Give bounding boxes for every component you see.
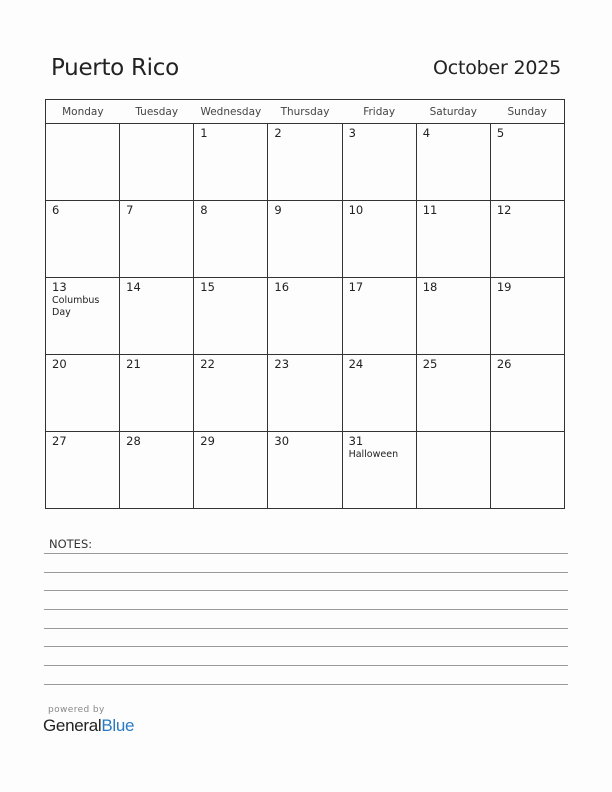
country-title: Puerto Rico [51,55,179,81]
day-number: 3 [348,126,356,140]
day-cell [268,432,342,509]
day-cell [268,355,342,432]
month-year-title: October 2025 [432,57,561,79]
day-cell [416,201,490,278]
day-number: 15 [200,280,215,294]
weekday-header: Monday [46,100,120,124]
weekday-header: Thursday [268,100,342,124]
notes-line [44,684,568,685]
day-number: 12 [496,203,512,217]
day-number: 4 [422,126,431,140]
day-number: 26 [496,357,512,371]
day-number: 16 [274,280,290,294]
weekday-header: Tuesday [120,100,194,124]
notes-line [44,609,568,610]
day-cell [268,278,342,355]
notes-label: NOTES: [49,537,93,551]
day-cell [120,201,194,278]
day-cell [46,278,120,355]
day-cell [194,124,268,201]
day-cell [120,355,194,432]
day-cell [342,355,416,432]
day-cell [268,201,342,278]
week-row [46,432,565,509]
day-number: 5 [496,126,505,140]
day-cell [46,355,120,432]
day-cell [194,278,268,355]
notes-line [44,665,568,666]
notes-line [44,646,568,647]
notes-line [44,553,568,554]
day-cell [46,201,120,278]
weekday-header: Saturday [416,100,490,124]
day-number: 7 [126,203,134,217]
day-number: 30 [274,434,290,448]
day-cell [490,432,564,509]
day-number: 29 [200,434,215,448]
weekday-header: Wednesday [194,100,268,124]
day-cell [490,355,564,432]
notes-line [44,628,568,629]
day-cell [490,278,564,355]
brand-general: General [43,716,102,735]
holiday-label: Columbus Day [52,295,100,318]
weekday-header-row [46,100,565,124]
day-cell [120,278,194,355]
day-cell [416,355,490,432]
day-cell [268,124,342,201]
day-cell [46,432,120,509]
day-cell [120,432,194,509]
day-cell [342,124,416,201]
day-number: 31 [348,434,364,448]
powered-by-text: powered by [48,705,105,715]
notes-line [44,572,568,573]
week-row [46,124,565,201]
day-cell [46,124,120,201]
day-number: 11 [422,203,438,217]
day-number: 28 [126,434,141,448]
day-number: 24 [348,357,364,371]
calendar-grid [45,99,565,509]
day-cell [342,432,416,509]
day-number: 19 [496,280,512,294]
weekday-header: Friday [342,100,416,124]
day-number: 9 [274,203,282,217]
day-number: 13 [52,280,67,294]
day-cell [416,124,490,201]
day-cell [416,432,490,509]
day-number: 10 [348,203,364,217]
day-number: 8 [200,203,208,217]
day-number: 21 [126,357,141,371]
weekday-header: Sunday [490,100,564,124]
day-number: 23 [274,357,290,371]
generalblue-logo [43,716,134,736]
holiday-label: Halloween [348,449,399,460]
day-number: 1 [200,126,208,140]
day-number: 2 [274,126,282,140]
day-cell [120,124,194,201]
week-row [46,355,565,432]
day-number: 17 [348,280,364,294]
day-cell [194,201,268,278]
day-cell [342,201,416,278]
week-row [46,201,565,278]
day-cell [194,355,268,432]
day-cell [416,278,490,355]
notes-line [44,590,568,591]
day-cell [342,278,416,355]
day-number: 27 [52,434,67,448]
week-row [46,278,565,355]
day-number: 14 [126,280,141,294]
day-number: 6 [52,203,60,217]
day-number: 20 [52,357,67,371]
day-cell [194,432,268,509]
day-number: 22 [200,357,215,371]
day-cell [490,201,564,278]
day-number: 25 [422,357,438,371]
brand-blue: Blue [101,716,135,735]
day-cell [490,124,564,201]
day-number: 18 [422,280,438,294]
